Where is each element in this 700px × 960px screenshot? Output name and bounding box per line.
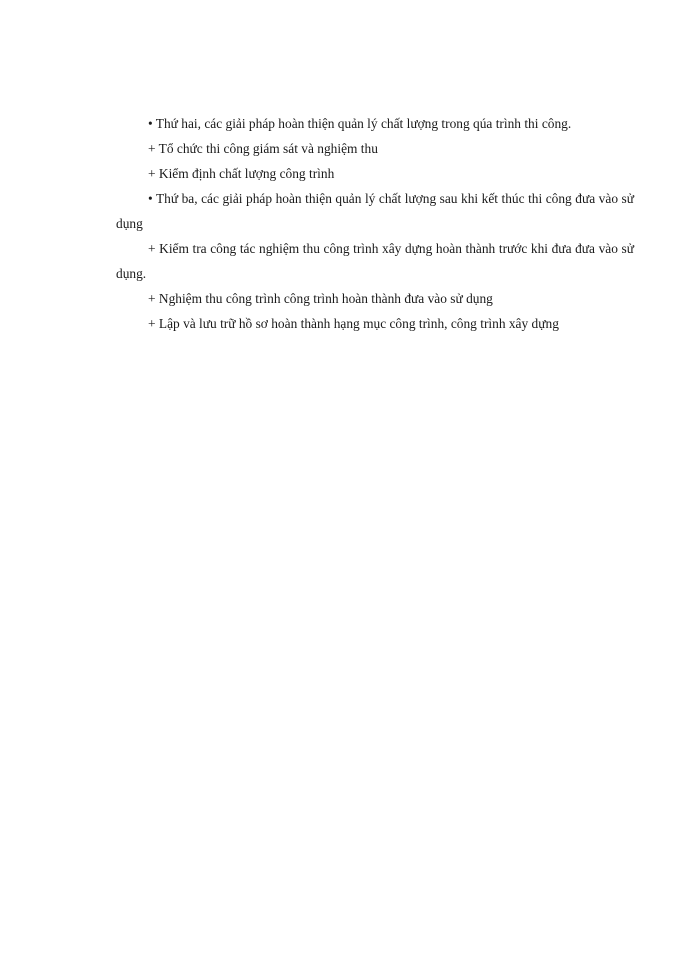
paragraph-item-quality-inspection: + Kiểm định chất lượng công trình (148, 166, 335, 181)
paragraph-item-records: + Lập và lưu trữ hồ sơ hoàn thành hạng mục công trình, công trình xây dựng (148, 316, 559, 331)
paragraph-item-acceptance: + Nghiệm thu công trình công trình hoàn thành đưa vào sử dụng (148, 291, 493, 306)
document-body (116, 111, 634, 336)
paragraph-section-2-heading: • Thứ hai, các giải pháp hoàn thiện quản lý chất lượng trong qúa trình thi công. (148, 116, 572, 131)
paragraph-section-3-heading: • Thứ ba, các giải pháp hoàn thiện quản lý chất lượng sau khi kết thúc thi công đưa vào sử dụng (116, 191, 634, 231)
paragraph-item-construction-supervision: + Tổ chức thi công giám sát và nghiệm thu (148, 141, 378, 156)
paragraph-item-acceptance-check: + Kiểm tra công tác nghiệm thu công trình xây dựng hoàn thành trước khi đưa đưa vào sử dụng. (116, 241, 634, 281)
